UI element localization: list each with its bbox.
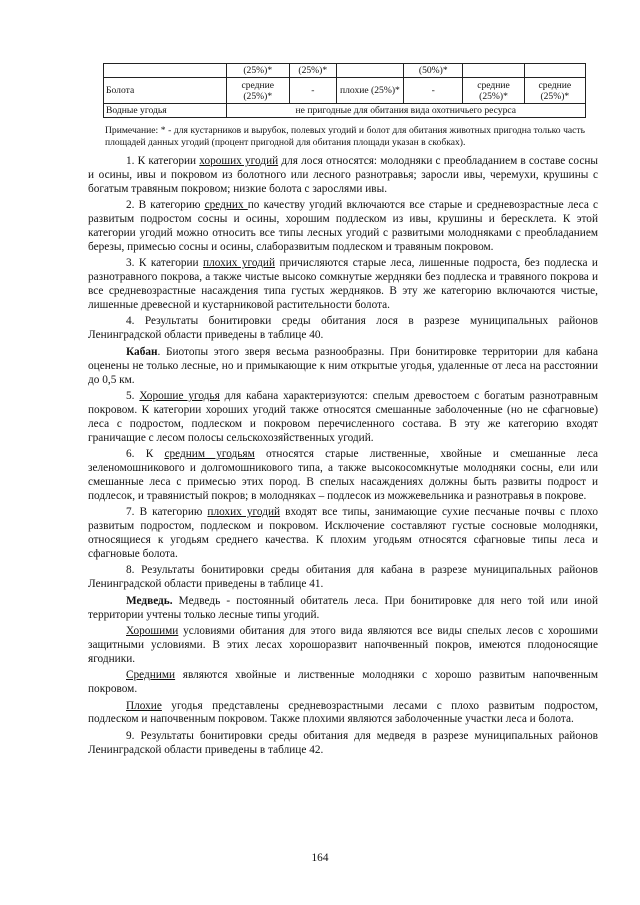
paragraph: Хорошими условиями обитания для этого вида являются все виды спелых лесов с хорошими защитными условиями. В этих лесах хорошоразвит напочвенный покров, имеются плодоносящие ягодники.	[88, 625, 598, 665]
table-cell: (25%)*	[243, 65, 273, 76]
habitat-table	[103, 63, 586, 118]
table-row	[104, 104, 586, 118]
table-cell: (25%)*	[298, 65, 328, 76]
body-text	[88, 155, 598, 760]
paragraph: Плохие угодья представлены средневозрастными лесами с плохо развитым подростом, подлеском и напочвенным покровом. Также плохими являются заболоченные участки леса и болота.	[88, 699, 598, 726]
paragraph: 8. Результаты бонитировки среды обитания для кабана в разрезе муниципальных районов Ленинградской области приведены в таблице 41.	[88, 564, 598, 591]
table-row-label: Водные угодья	[104, 104, 227, 118]
table-cell: (50%)*	[418, 65, 448, 76]
table-row	[104, 78, 586, 104]
table-cell: -	[289, 78, 336, 104]
paragraph: Медведь. Медведь - постоянный обитатель леса. При бонитировке для него той или иной территории учтены только лесные типы угодий.	[88, 594, 598, 621]
table-cell: -	[404, 78, 463, 104]
table-cell: средние (25%)*	[463, 78, 524, 104]
table-cell: плохие (25%)*	[336, 78, 404, 104]
table-cell: средние (25%)*	[226, 78, 289, 104]
paragraph: 7. В категорию плохих угодий входят все типы, занимающие сухие песчаные почвы с плохо развитым подростом, подлеском и покровом. Исключение составляют густые сосновые молодняки, относящиеся к угодьям среднего качества. К плохим угодьям относятся сфагновые типы леса и сфагновые болота.	[88, 506, 598, 560]
paragraph: 1. К категории хороших угодий для лося относятся: молодняки с преобладанием в составе сосны и осины, ивы и покровом из болотного или лесного разнотравья; заросли ивы, черемухи, крушины с богатым травяным покровом; низкие болота с зарослями ивы.	[88, 155, 598, 195]
paragraph: Средними являются хвойные и лиственные молодняки с хорошо развитым напочвенным покровом.	[88, 669, 598, 696]
table-row	[104, 64, 586, 78]
paragraph: 4. Результаты бонитировки среды обитания лося в разрезе муниципальных районов Ленинградской области приведены в таблице 40.	[88, 315, 598, 342]
paragraph: 6. К средним угодьям относятся старые лиственные, хвойные и смешанные леса зеленомошникового и долгомошникового типа, а также высокосомкнутые молодняки сосны, ели или смешанные леса с примесью этих пород. В спелых насаждениях должны быть развиты подрост и подлесок, и травянистый покров; в молодняках – подлесок из можжевельника и разнотравья в покрове.	[88, 448, 598, 502]
paragraph: 9. Результаты бонитировки среды обитания для медведя в разрезе муниципальных районов Ленинградской области приведены в таблице 42.	[88, 729, 598, 756]
paragraph: 3. К категории плохих угодий причисляются старые леса, лишенные подроста, без подлеска и разнотравного покрова, а также чистые высоко сомкнутые жердняки без подлеска и травяного покрова и все средневозрастные насаждения типа густых жердняков. В эту же категорию включаются чистые, лишенные древесной и кустарниковой растительности болота.	[88, 257, 598, 312]
table-row-label: Болота	[104, 78, 227, 104]
paragraph: 5. Хорошие угодья для кабана характеризуются: спелым древостоем с богатым разнотравным покровом. К категории хороших угодий также относятся смешанные заболоченные (но не сфагновые) леса с подростом, подлеском и покровом перечисленного состава. В эту же категорию входят граничащие с лесом полосы сельскохозяйственных угодий.	[88, 390, 599, 444]
table-note: Примечание: * - для кустарников и вырубок, полевых угодий и болот для обитания животных пригодна только часть площадей данных угодий (процент пригодной для обитания площади указан в скобках).	[105, 125, 585, 148]
page-number: 164	[311, 852, 329, 864]
paragraph: Кабан. Биотопы этого зверя весьма разнообразны. При бонитировке территории для кабана оценены не только лесные, но и примыкающие к ним открытые угодья, удаленные от леса на расстоянии до 0,5 км.	[88, 345, 598, 386]
table-cell-merged: не пригодные для обитания вида охотничьего ресурса	[226, 104, 585, 118]
table-cell: средние (25%)*	[524, 78, 585, 104]
paragraph: 2. В категорию средних по качеству угодий включаются все старые и средневозрастные леса с развитым подростом сосны и осины, хорошим подлеском из ивы, крушины и бересклета. К этой категории угодий можно относить все типы лесных угодий с развитыми молодняками с преобладанием березы, примесью сосны и осины, слаборазвитым подлеском и травяным покровом.	[88, 199, 598, 253]
